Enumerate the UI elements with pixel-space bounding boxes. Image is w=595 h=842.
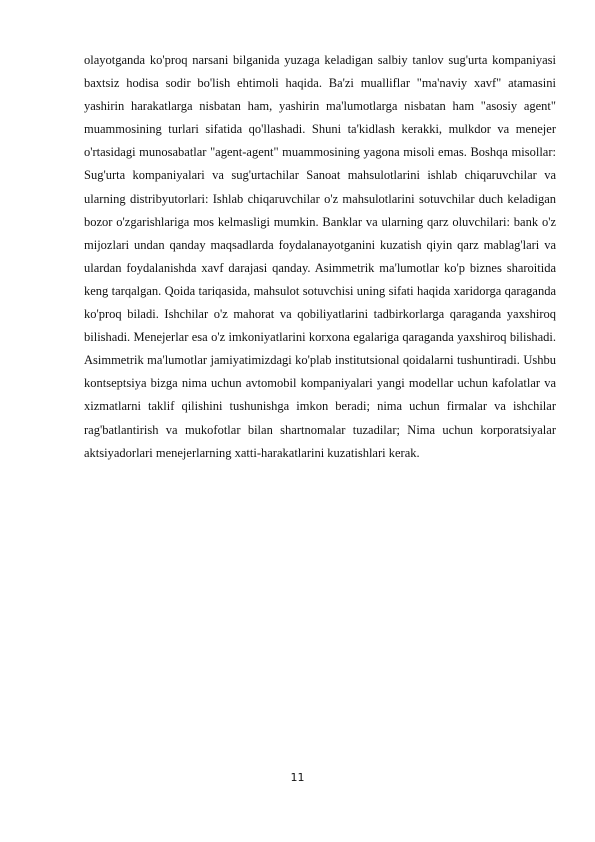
page-number: 11 — [290, 771, 305, 784]
body-paragraph: olayotganda ko'proq narsani bilganida yuzaga keladigan salbiy tanlov sug'urta kompaniyasi baxtsiz hodisa sodir bo'lish ehtimoli haqida. Ba'zi mualliflar "ma'naviy xavf" atamasini yashirin harakatlarga nisbatan ham, yashirin ma'lumotlarga nisbatan ham "asosiy agent" muammosining turlari sifatida qo'llashadi. Shuni ta'kidlash kerakki, mulkdor va menejer o'rtasidagi munosabatlar "agent-agent" muammosining yagona misoli emas. Boshqa misollar: Sug'urta kompaniyalari va sug'urtachilar Sanoat mahsulotlarini ishlab chiqaruvchilar va ularning distribyutorlari: Ishlab chiqaruvchilar o'z mahsulotlarini sotuvchilar duch keladigan bozor o'zgarishlariga mos kelmasligi mumkin. Banklar va ularning qarz oluvchilari: bank o'z mijozlari undan qanday maqsadlarda foydalanayotganini kuzatish qiyin qarz mablag'lari va ulardan foydalanishda xavf darajasi qanday. Asimmetrik ma'lumotlar ko'p biznes sharoitida keng tarqalgan. Qoida tariqasida, mahsulot sotuvchisi uning sifati haqida xaridorga qaraganda ko'proq biladi. Ishchilar o'z mahorat va qobiliyatlarini tadbirkorlarga qaraganda yaxshiroq bilishadi. Menejerlar esa o'z imkoniyatlarini korxona egalariga qaraganda yaxshiroq bilishadi. Asimmetrik ma'lumotlar jamiyatimizdagi ko'plab institutsional qoidalarni tushuntiradi. Ushbu kontseptsiya bizga nima uchun avtomobil kompaniyalari yangi modellar uchun kafolatlar va xizmatlarni taklif qilishini tushunishga imkon beradi; nima uchun firmalar va ishchilar rag'batlantirish va mukofotlar bilan shartnomalar tuzadilar; Nima uchun korporatsiyalar aktsiyadorlari menejerlarning xatti-harakatlarini kuzatishlari kerak. — [84, 53, 556, 460]
